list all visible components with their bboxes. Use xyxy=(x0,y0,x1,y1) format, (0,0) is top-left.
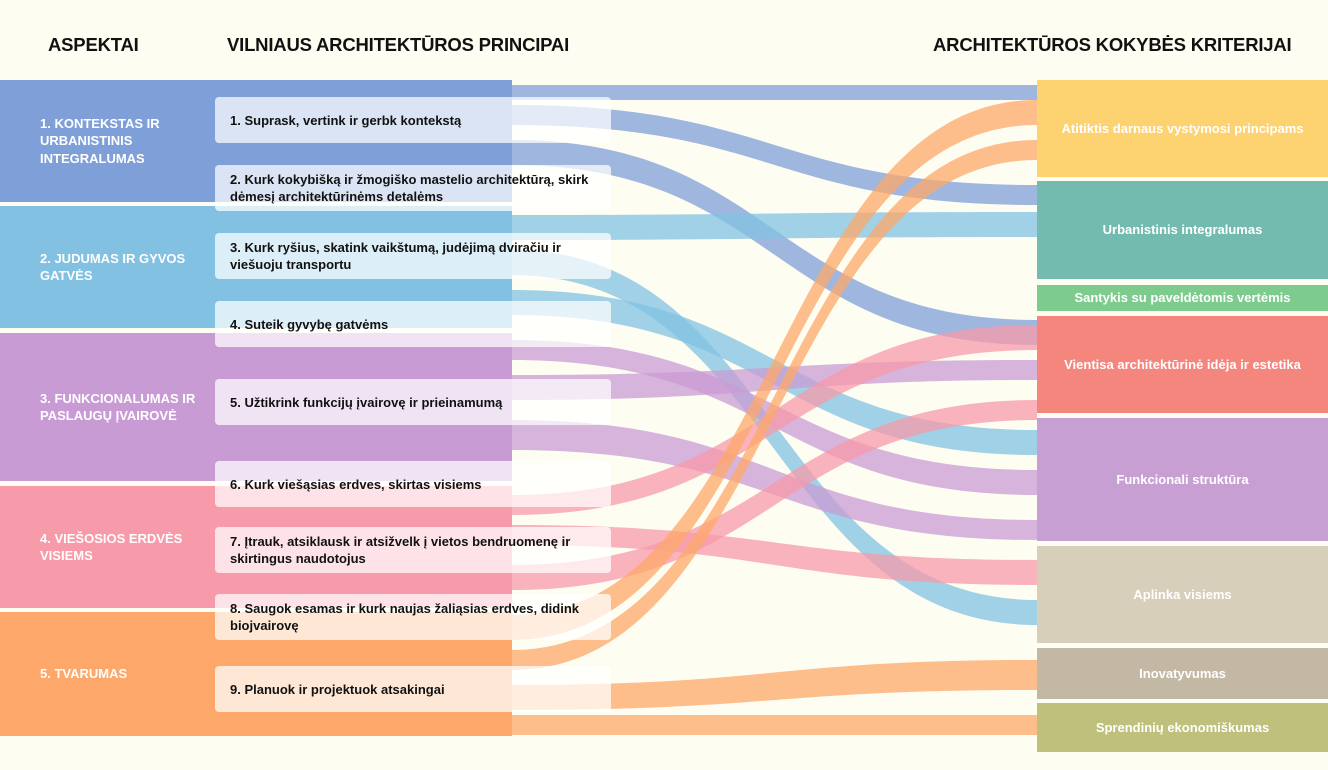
header-aspects: ASPEKTAI xyxy=(48,34,139,55)
principle-5: 5. Užtikrink funkcijų įvairovę ir prieinamumą xyxy=(215,379,611,425)
principle-4: 4. Suteik gyvybę gatvėms xyxy=(215,301,611,347)
criterion-innovation: Inovatyvumas xyxy=(1037,648,1328,699)
aspect-1-label: 1. KONTEKSTAS IR URBANISTINIS INTEGRALUMAS xyxy=(40,115,160,166)
header-principles: VILNIAUS ARCHITEKTŪROS PRINCIPAI xyxy=(227,34,570,55)
aspect-2-label: 2. JUDUMAS IR GYVOS GATVĖS xyxy=(40,250,186,283)
principle-1: 1. Suprask, vertink ir gerbk kontekstą xyxy=(215,97,611,143)
principle-9: 9. Planuok ir projektuok atsakingai xyxy=(215,666,611,712)
criterion-architecture-aesthetics: Vientisa architektūrinė idėja ir estetika xyxy=(1037,316,1328,413)
criterion-urban-integrity: Urbanistinis integralumas xyxy=(1037,181,1328,279)
criterion-sustainability: Atitiktis darnaus vystymosi principams xyxy=(1037,80,1328,177)
aspect-5-label: 5. TVARUMAS xyxy=(40,666,128,682)
flow-ribbon xyxy=(512,715,1037,735)
header-criteria: ARCHITEKTŪROS KOKYBĖS KRITERIJAI xyxy=(933,34,1292,55)
criterion-environment-for-all: Aplinka visiems xyxy=(1037,546,1328,643)
criterion-functional-structure: Funkcionali struktūra xyxy=(1037,418,1328,541)
principle-6: 6. Kurk viešąsias erdves, skirtas visiems xyxy=(215,461,611,507)
aspect-4-label: 4. VIEŠOSIOS ERDVĖS VISIEMS xyxy=(40,530,183,563)
aspect-3-label: 3. FUNKCIONALUMAS IR PASLAUGŲ ĮVAIROVĖ xyxy=(40,390,196,423)
criterion-heritage: Santykis su paveldėtomis vertėmis xyxy=(1037,285,1328,311)
criterion-economy: Sprendinių ekonomiškumas xyxy=(1037,703,1328,752)
principle-2: 2. Kurk kokybišką ir žmogiško mastelio architektūrą, skirk dėmesį architektūrinėms detalėms xyxy=(215,165,611,211)
principle-8: 8. Saugok esamas ir kurk naujas žaliąsias erdves, didink biojvairovę xyxy=(215,594,611,640)
principle-3: 3. Kurk ryšius, skatink vaikštumą, judėjimą dviračiu ir viešuoju transportu xyxy=(215,233,611,279)
principle-7: 7. Įtrauk, atsiklausk ir atsižvelk į vietos bendruomenę ir skirtingus naudotojus xyxy=(215,527,611,573)
